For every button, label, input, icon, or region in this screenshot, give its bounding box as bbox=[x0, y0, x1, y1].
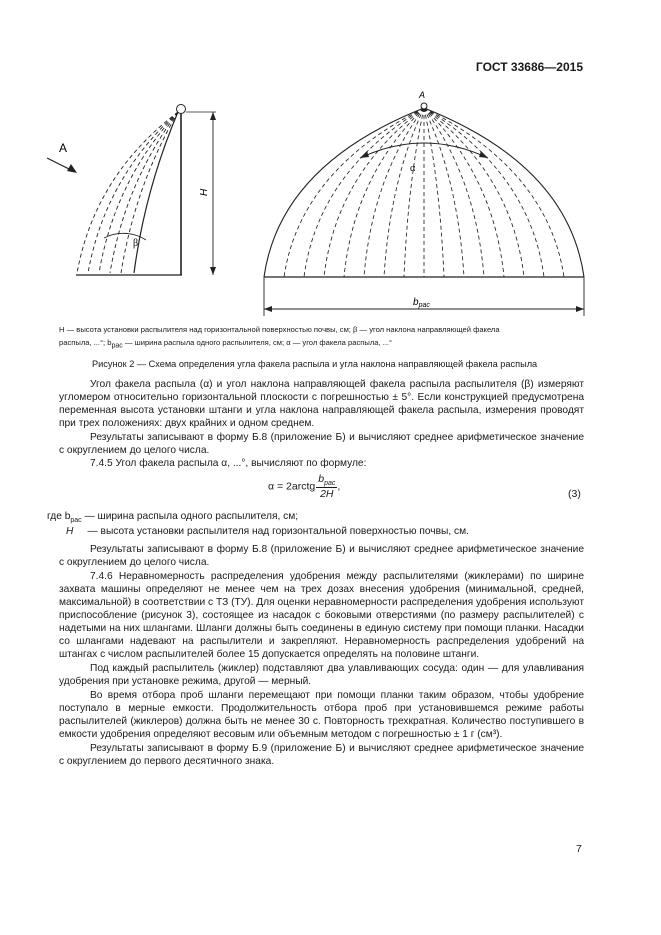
paragraph-angle-measure: Угол факела распыла (α) и угол наклона направляющей факела распыла распылителя (β) измеряют угломером относительно горизонтальной плоскости с погрешностью ± 5°. Если конструкцией предусмотрена переменная высота установки штанги и угла наклона направляющей факела распыла, измерения проводят при трех положениях: двух крайних и одном среднем. bbox=[59, 379, 584, 429]
legend-line-2: распыла, ...°; $b_{рас}$ — ширина распыла одного распылителя, см; α — угол факела распыла, ...° bbox=[59, 338, 393, 350]
paragraph-7-4-6: 7.4.6 Неравномерность распределения удобрения между распылителями (жиклерами) по ширине захвата машины определяют не менее чем на трех дозах внесения удобрения (минимальной, средней, максимальной) в соответствии с ТЗ (ТУ). Для оценки неравномерности распределения удобрения используют приспособление (рисунок 3), состоящее из насадок с боковыми отверстиями (по размеру распылителей) с надетыми на них шлангами. Шланги должны быть соединены в единую систему при помощи планки. Насадки со шлангами надевают на распылители и закрепляют. Неравномерность распределения удобрений на штангах с числом распылителей более 15 допускается определять на половине штанги. bbox=[59, 571, 584, 660]
front-view bbox=[264, 103, 584, 316]
paragraph-results-2: Результаты записывают в форму Б.8 (приложение Б) и вычисляют среднее арифметическое значение с округлением до целого числа. bbox=[59, 544, 584, 568]
where-h: H — высота установки распылителя над горизонтальной поверхностью почвы, см. bbox=[66, 526, 469, 537]
spray-scheme-figure bbox=[0, 0, 661, 330]
legend-line-1: H — высота установки распылителя над горизонтальной поверхностью почвы, см; β — угол наклона направляющей факела bbox=[59, 325, 500, 334]
side-spray-lines bbox=[77, 112, 178, 273]
view-label-a: A bbox=[59, 141, 68, 155]
nozzle-label-a: A bbox=[419, 90, 426, 100]
figure-legend bbox=[59, 323, 604, 353]
paragraph-sampling: Во время отбора проб шланги перемещают при помощи планки таким образом, чтобы удобрение поступало в мерные емкости. Продолжительность отбора проб при установившемся режиме работы распылителей (жиклеров) должна быть не менее 30 с. Повторность трехкратная. Количество поступившего в емкости удобрения определяют весовым или объемным методом с погрешностью ± 1 г (см³). bbox=[59, 690, 584, 740]
page-number: 7 bbox=[576, 843, 582, 855]
front-spray-lines bbox=[284, 108, 564, 277]
paragraph-results-1: Результаты записывают в форму Б.8 (приложение Б) и вычисляют среднее арифметическое значение с округлением до целого числа. bbox=[59, 432, 584, 456]
where-b: где $b_{рас}$ — ширина распыла одного распылителя, см; bbox=[47, 511, 299, 525]
beta-label: β bbox=[133, 238, 139, 249]
paragraph-7-4-5: 7.4.5 Угол факела распыла α, ...°, вычисляют по формуле: bbox=[90, 458, 367, 469]
paragraph-vessels: Под каждый распылитель (жиклер) подставляют два улавливающих сосуда: один — для улавливания удобрения при установке режима, другой — мерный. bbox=[59, 663, 584, 687]
height-label: H bbox=[199, 188, 210, 196]
paragraph-results-3: Результаты записывают в форму Б.9 (приложение Б) и вычисляют среднее арифметическое значение с округлением до первого десятичного знака. bbox=[59, 743, 584, 767]
figure-caption: Рисунок 2 — Схема определения угла факела распыла и угла наклона направляющей факела распыла bbox=[92, 359, 538, 369]
side-view bbox=[47, 105, 216, 276]
alpha-label: α bbox=[410, 163, 416, 174]
formula-3: α = 2arctg $\frac{b_{рас}}{2H}$ , bbox=[268, 473, 341, 501]
standard-designation: ГОСТ 33686—2015 bbox=[475, 60, 583, 74]
formula-number: (3) bbox=[568, 488, 581, 500]
nozzle-top-circle bbox=[421, 103, 427, 109]
width-label: $b_{рас}$ bbox=[413, 297, 430, 309]
